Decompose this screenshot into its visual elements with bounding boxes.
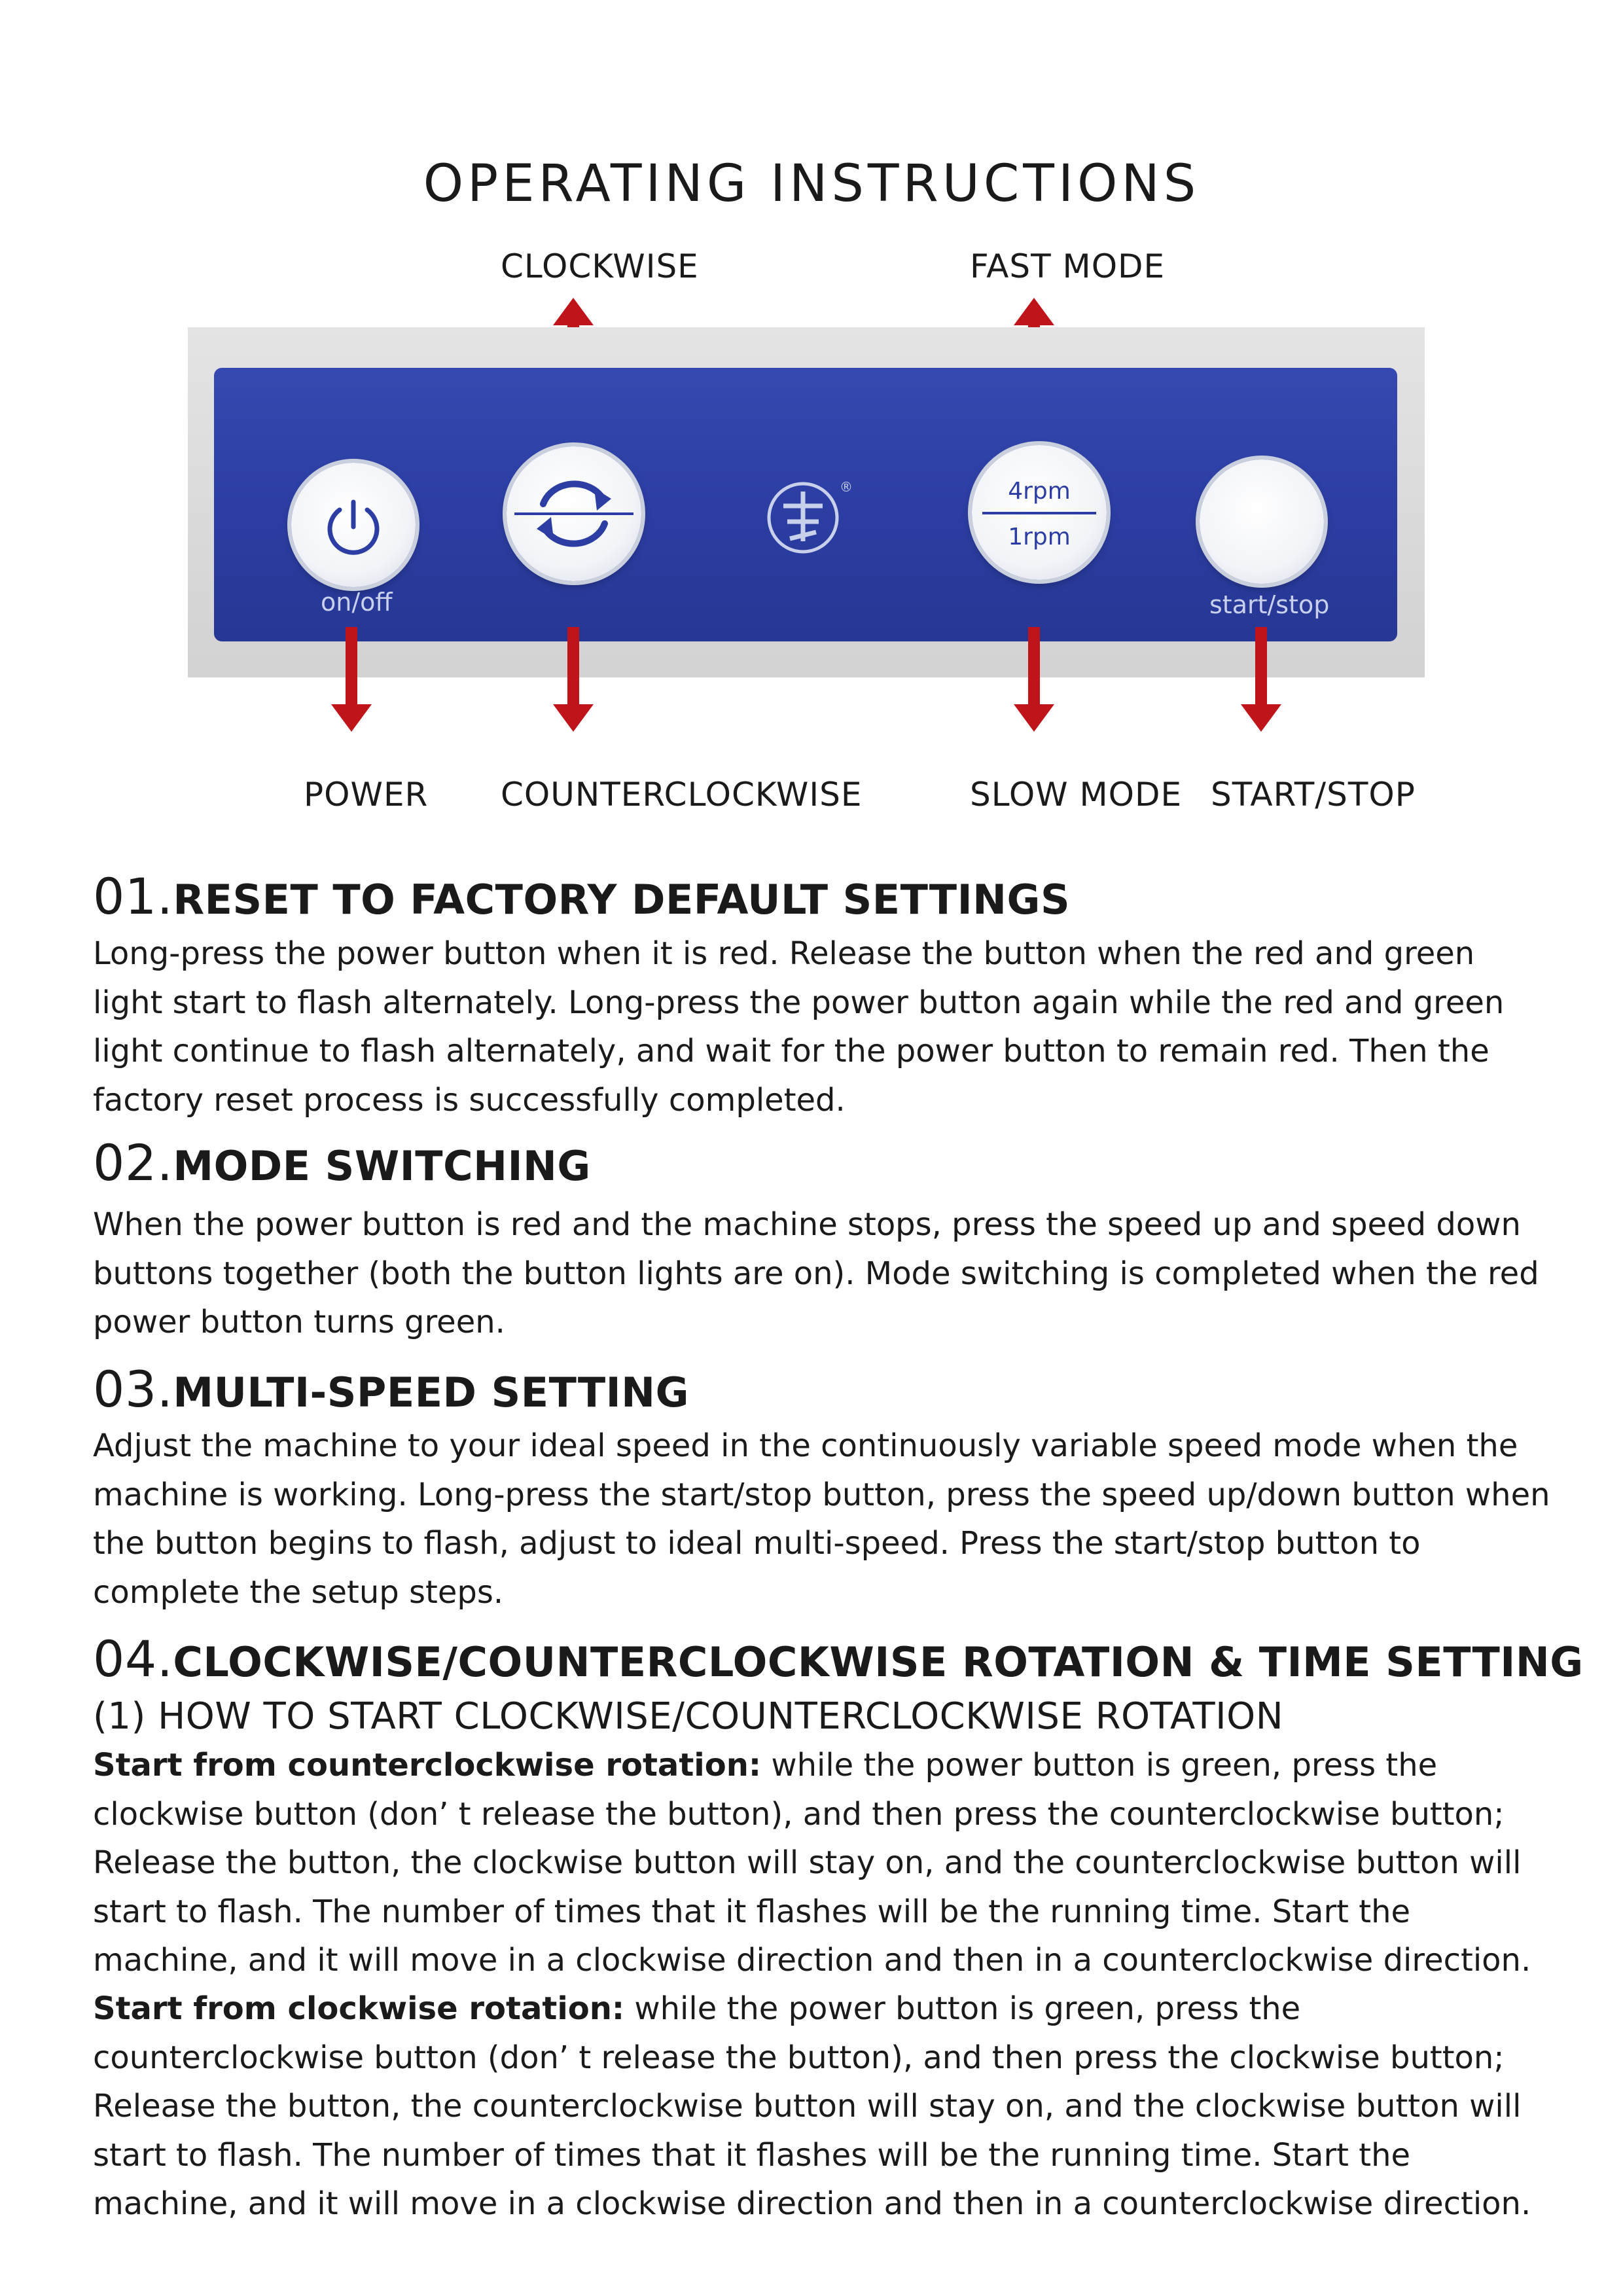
section-heading-03 — [93, 1360, 689, 1418]
arrow-counterclockwise — [567, 627, 579, 706]
section-number: 01. — [93, 867, 173, 925]
arrow-slow-mode — [1028, 627, 1040, 706]
section-body-01: Long-press the power button when it is red. Release the button when the red and green light start to flash alternately. Long-press the power button again while the red and green light continue to flash alternately, and wait for the power button to remain red. Then the factory reset process is successfully completed. — [93, 935, 1505, 1119]
section-heading-04 — [93, 1630, 1584, 1688]
rotate-arrows-icon — [507, 446, 641, 581]
label-slow-mode: SLOW MODE — [970, 776, 1183, 814]
section-heading-02 — [93, 1134, 591, 1192]
section-heading-01 — [93, 867, 1070, 925]
section-title: MODE SWITCHING — [173, 1142, 591, 1190]
section-title: MULTI-SPEED SETTING — [173, 1369, 689, 1416]
section-subheading-04: (1) HOW TO START CLOCKWISE/COUNTERCLOCKWISE ROTATION — [93, 1695, 1284, 1738]
start-stop-button[interactable] — [1200, 459, 1324, 584]
section-number: 03. — [93, 1360, 173, 1418]
speed-down-label[interactable]: 1rpm — [1008, 524, 1071, 550]
power-button[interactable] — [291, 463, 416, 587]
arrow-power — [346, 627, 357, 706]
speed-divider — [982, 512, 1096, 514]
para-text: while the power button is green, press the clockwise button (don’ t release the button), and then press the counterclockwise button; Release the button, the clockwise button will stay on, and the counterclockwise button will start to flash. The number of times that it flashes will be the running time. Start the machine, and it will move in a clockwise direction and then in a counterclockwise direction. — [93, 1747, 1531, 1979]
panel-face — [214, 368, 1397, 641]
para-lead: Start from counterclockwise rotation: — [93, 1747, 762, 1784]
label-fast-mode: FAST MODE — [970, 247, 1166, 285]
section-para-counterclockwise — [93, 1741, 1552, 1985]
arrow-start-stop — [1255, 627, 1267, 706]
section-title: RESET TO FACTORY DEFAULT SETTINGS — [173, 876, 1071, 924]
section-title: CLOCKWISE/COUNTERCLOCKWISE ROTATION & TIME SETTING — [173, 1638, 1584, 1686]
section-body-02: When the power button is red and the machine stops, press the speed up and speed down buttons together (both the button lights are on). Mode switching is completed when the red power button turns green. — [93, 1206, 1539, 1340]
para-lead: Start from clockwise rotation: — [93, 1990, 625, 2027]
label-counterclockwise: COUNTERCLOCKWISE — [501, 776, 863, 814]
section-body-03: Adjust the machine to your ideal speed in the continuously variable speed mode when the machine is working. Long-press the start/stop button, press the speed up/down button when the button begins to flash, adjust to ideal multi-speed. Press the start/stop button to complete the setup steps. — [93, 1427, 1550, 1611]
rotation-button[interactable] — [507, 446, 641, 581]
section-para-clockwise — [93, 1984, 1552, 2229]
speed-up-label[interactable]: 4rpm — [1008, 478, 1071, 505]
label-clockwise: CLOCKWISE — [501, 247, 699, 285]
label-start-stop: START/STOP — [1211, 776, 1416, 814]
power-caption: on/off — [321, 588, 393, 617]
label-power: POWER — [304, 776, 429, 814]
section-number: 04. — [93, 1630, 173, 1688]
speed-button[interactable] — [972, 445, 1107, 580]
section-number: 02. — [93, 1134, 173, 1192]
control-panel — [188, 327, 1425, 677]
power-icon — [291, 463, 416, 587]
para-text: while the power button is green, press the counterclockwise button (don’ t release the button), and then press the clockwise button; Release the button, the counterclockwise button will stay on, and the clockwise button will start to flash. The number of times that it flashes will be the running time. Start the machine, and it will move in a clockwise direction and then in a counterclockwise direction. — [93, 1990, 1531, 2222]
page-title: OPERATING INSTRUCTIONS — [423, 154, 1200, 213]
brand-logo-icon — [764, 476, 855, 554]
logo-registered: ® — [840, 479, 853, 495]
start-stop-caption: start/stop — [1209, 590, 1330, 619]
